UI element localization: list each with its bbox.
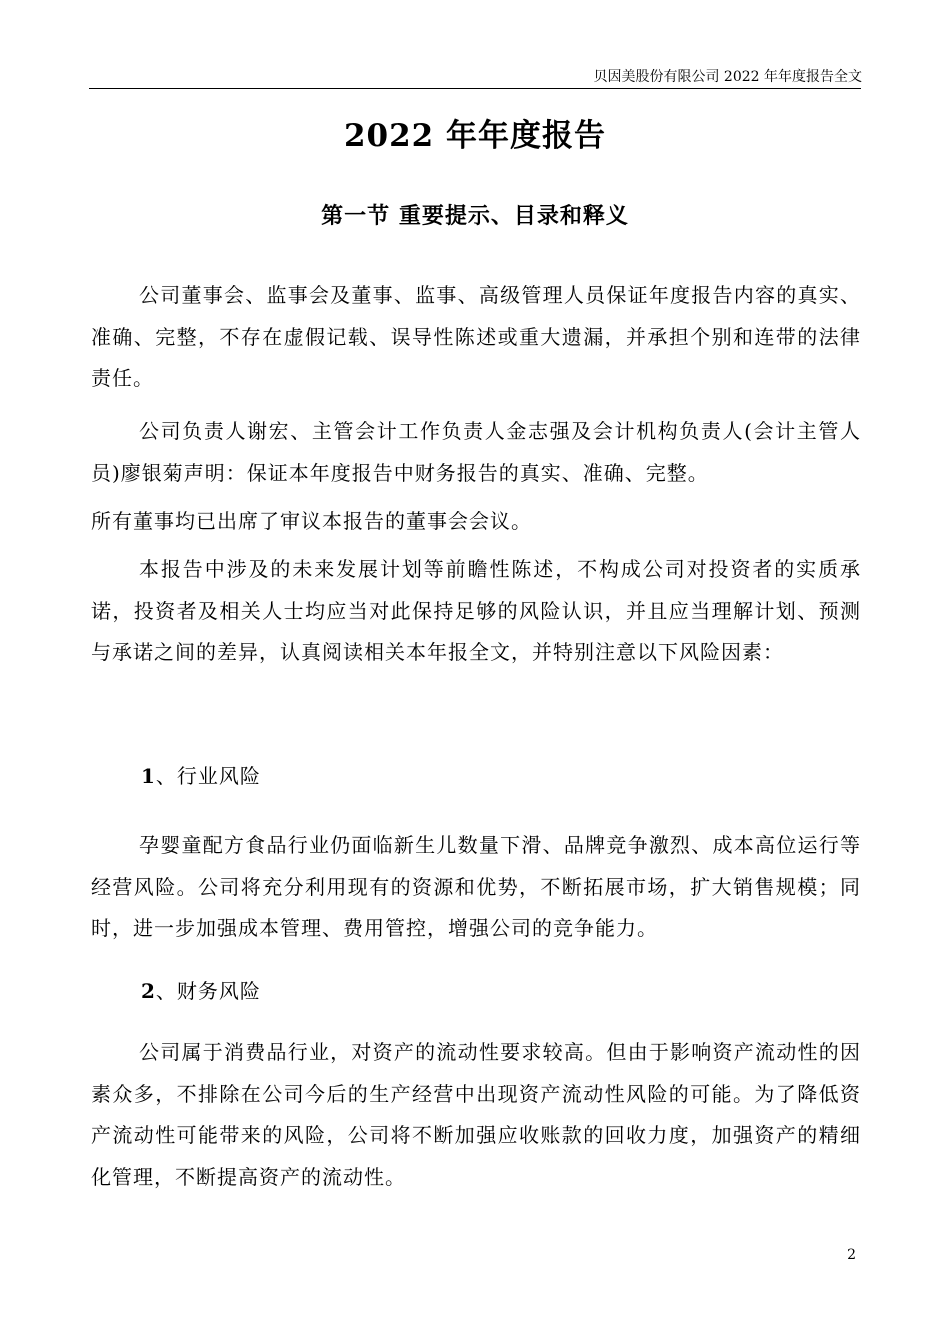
page-number: 2 [847, 1247, 856, 1263]
paragraph-forward-looking: 本报告中涉及的未来发展计划等前瞻性陈述，不构成公司对投资者的实质承诺，投资者及相关人士均应当对此保持足够的风险认识，并且应当理解计划、预测与承诺之间的差异，认真阅读相关本年报全文，并特别注意以下风险因素： [91, 557, 861, 664]
risk-number: 1 [141, 764, 156, 788]
paragraph-responsibility: 公司董事会、监事会及董事、监事、高级管理人员保证年度报告内容的真实、准确、完整，不存在虚假记载、误导性陈述或重大遗漏，并承担个别和连带的法律责任。 [91, 283, 861, 390]
paragraph-declaration: 公司负责人谢宏、主管会计工作负责人金志强及会计机构负责人(会计主管人员)廖银菊声明：保证本年度报告中财务报告的真实、准确、完整。 [91, 419, 861, 485]
section-title: 第一节 重要提示、目录和释义 [321, 203, 629, 229]
risk-title: 、财务风险 [155, 979, 261, 1003]
risk-heading-financial [141, 971, 261, 1013]
risk-text-financial: 公司属于消费品行业，对资产的流动性要求较高。但由于影响资产流动性的因素众多，不排除在公司今后的生产经营中出现资产流动性风险的可能。为了降低资产流动性可能带来的风险，公司将不断加强应收账款的回收力度，加强资产的精细化管理，不断提高资产的流动性。 [91, 1040, 861, 1189]
paragraph-attendance: 所有董事均已出席了审议本报告的董事会会议。 [91, 509, 532, 533]
running-header: 贝因美股份有限公司 2022 年年度报告全文 [593, 69, 862, 85]
document-title: 2022 年年度报告 [343, 118, 607, 154]
risk-number: 2 [141, 979, 156, 1003]
risk-heading-industry [141, 756, 261, 798]
risk-title: 、行业风险 [155, 764, 261, 788]
header-divider [89, 88, 861, 89]
risk-text-industry: 孕婴童配方食品行业仍面临新生儿数量下滑、品牌竞争激烈、成本高位运行等经营风险。公司将充分利用现有的资源和优势，不断拓展市场，扩大销售规模；同时，进一步加强成本管理、费用管控，增强公司的竞争能力。 [91, 833, 861, 940]
